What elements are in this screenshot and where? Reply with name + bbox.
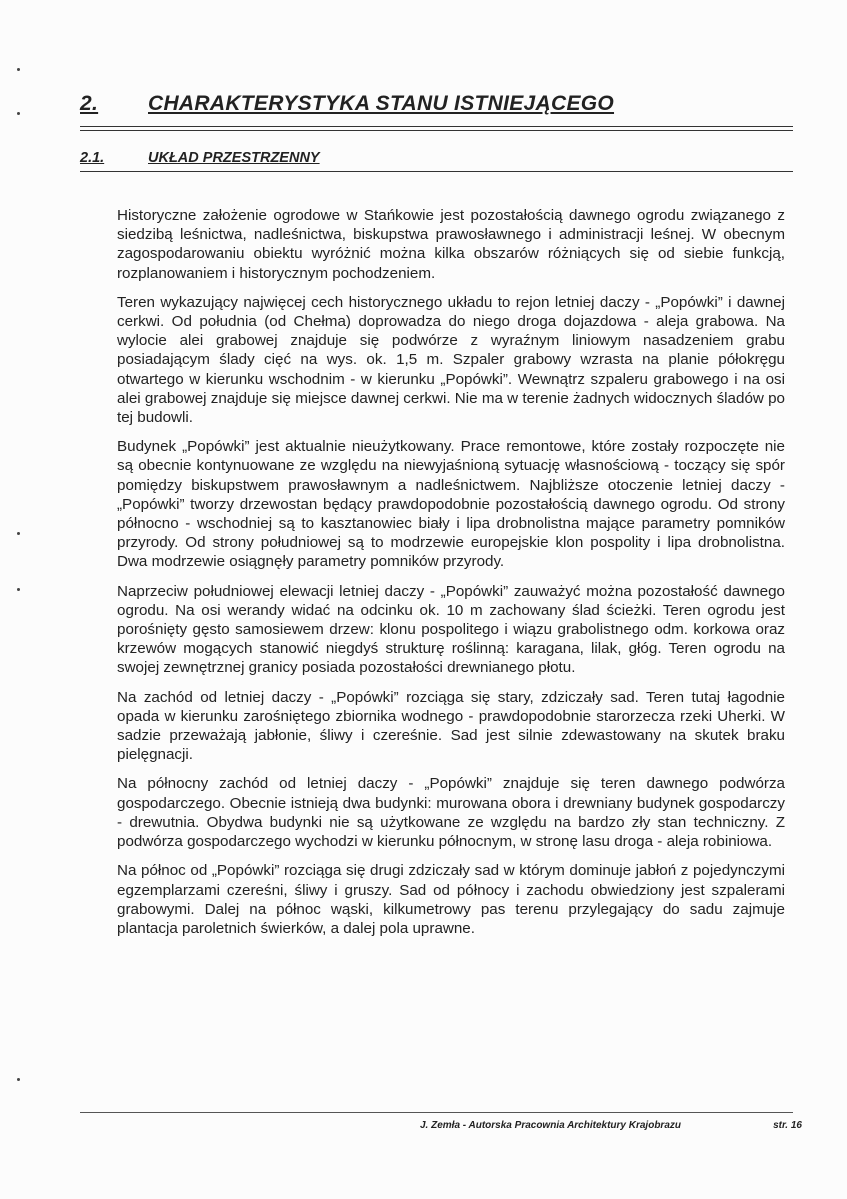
paragraph: Budynek „Popówki” jest aktualnie nieużytkowany. Prace remontowe, które zostały rozpoczęte nie są obecnie kontynuowane ze względu na niewyjaśnioną sytuację własnościową - toczący się spór pomiędzy biskupstwem prawosławnym a nadleśnictwem. Najbliższe otoczenie letniej daczy - „Popówki” tworzy drzewostan będący prawdopodobnie pozostałością dawnego ogrodu. Od strony północno - wschodniej są to kasztanowiec biały i lipa drobnolistna mające parametry pomników przyrody. Od strony południowej są to modrzewie europejskie klon pospolity i lipa drobnolistna. Dwa modrzewie osiągnęły parametry pomników przyrody. xyxy=(117,438,785,571)
paragraph: Naprzeciw południowej elewacji letniej daczy - „Popówki” zauważyć można pozostałość dawnego ogrodu. Na osi werandy widać na odcinku ok. 10 m zachowany ślad ścieżki. Teren ogrodu jest porośnięty gęsto samosiewem drzew: klonu pospolitego i wiązu grabolistnego odm. korkowa oraz krzewów mogących stanowić niegdyś strukturę roślinną: karagana, lilak, głóg. Teren ogrodu na swojej zewnętrznej granicy posiada pozostałości drewnianego płotu. xyxy=(117,582,785,677)
paragraph: Na zachód od letniej daczy - „Popówki” rozciąga się stary, zdziczały sad. Teren tutaj łagodnie opada w kierunku zarośniętego zbiornika wodnego - prawdopodobnie starorzecza rzeki Uherki. W sadzie przeważają jabłonie, śliwy i czereśnie. Sad jest silnie zdewastowany na skutek braku pielęgnacji. xyxy=(117,688,785,764)
paragraph: Na północ od „Popówki” rozciąga się drugi zdziczały sad w którym dominuje jabłoń z pojedynczymi egzemplarzami czereśni, śliwy i gruszy. Sad od północy i zachodu obwiedziony jest szpalerami grabowymi. Dalej na północ wąski, kilkumetrowy pas terenu przylegający do sadu zajmuje plantacja paroletnich świerków, a dalej pola uprawne. xyxy=(117,862,785,937)
section-number: 2.1. xyxy=(80,150,105,166)
footer-rule xyxy=(80,1112,793,1113)
paragraph: Na północny zachód od letniej daczy - „Popówki” znajduje się teren dawnego podwórza gospodarczego. Obecnie istnieją dwa budynki: murowana obora i drewniany budynek gospodarczy - drewutnia. Obydwa budynki nie są użytkowane ze względu na bardzo zły stan techniczny. Z podwórza gospodarczego wychodzi w kierunku północnym, w stronę lasu droga - aleja robiniowa. xyxy=(117,775,785,851)
section-title: UKŁAD PRZESTRZENNY xyxy=(148,150,320,166)
scan-mark xyxy=(17,68,20,71)
scan-mark xyxy=(17,532,20,535)
section-heading-rule xyxy=(80,171,793,172)
chapter-heading-rule xyxy=(80,126,793,131)
chapter-heading xyxy=(80,92,793,116)
scan-mark xyxy=(17,1078,20,1081)
footer-author: J. Zemła - Autorska Pracownia Architektury Krajobrazu xyxy=(419,1120,681,1131)
chapter-number: 2. xyxy=(80,92,99,115)
scan-mark xyxy=(17,588,20,591)
paragraph: Historyczne założenie ogrodowe w Stańkowie jest pozostałością dawnego ogrodu związanego z siedzibą leśnictwa, nadleśnictwa, biskupstwa prawosławnego i administracji leśnej. W obecnym zagospodarowaniu obiektu wyróżnić można kilka obszarów różniących się od siebie funkcją, rozplanowaniem i historycznym pochodzeniem. xyxy=(117,207,785,282)
scan-mark xyxy=(17,112,20,115)
page-number: str. 16 xyxy=(773,1120,802,1131)
chapter-title: CHARAKTERYSTYKA STANU ISTNIEJĄCEGO xyxy=(148,92,615,115)
paragraph: Teren wykazujący najwięcej cech historycznego układu to rejon letniej daczy - „Popówki” i dawnej cerkwi. Od południa (od Chełma) doprowadza do niego droga dojazdowa - aleja grabowa. Na wylocie alei grabowej znajduje się podwórze z wyraźnym liniowym nasadzeniem grabu posiadającym ślady cięć na wys. ok. 1,5 m. Szpaler grabowy wzrasta na planie półokręgu otwartego w kierunku wschodnim - w kierunku „Popówki”. Wewnątrz szpaleru grabowego i na osi alei grabowej znajduje się miejsce dawnej cerkwi. Nie ma w terenie żadnych widocznych śladów po tej budowli. xyxy=(117,293,785,427)
section-heading xyxy=(80,150,793,166)
body-text xyxy=(117,206,785,948)
